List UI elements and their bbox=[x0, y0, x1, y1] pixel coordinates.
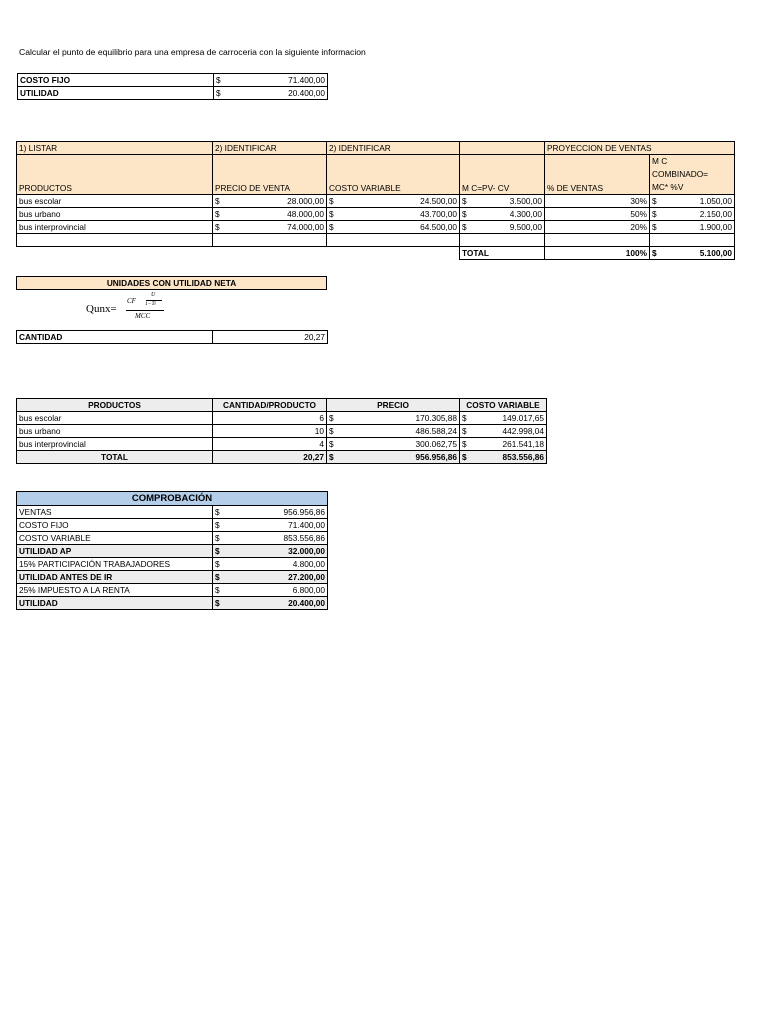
mc-value: 9.500,00 bbox=[509, 222, 542, 232]
subheader-precio: PRECIO DE VENTA bbox=[213, 155, 327, 195]
mc-line-2: COMBINADO= bbox=[652, 169, 709, 179]
check-value: 6.800,00 bbox=[292, 585, 326, 595]
price-value: 74.000,00 bbox=[287, 222, 324, 232]
table-row bbox=[17, 412, 547, 425]
cv-value: 261.541,18 bbox=[502, 439, 544, 449]
check-table bbox=[16, 491, 328, 610]
check-value-cell bbox=[213, 506, 328, 519]
check-row bbox=[17, 532, 328, 545]
units-header: UNIDADES CON UTILIDAD NETA bbox=[17, 277, 327, 290]
check-row bbox=[17, 545, 328, 558]
mcc-cell bbox=[650, 221, 735, 234]
cv-cell bbox=[460, 412, 547, 425]
input-value-cell bbox=[214, 74, 328, 87]
input-value-cell bbox=[214, 87, 328, 100]
total-cv-value: 853.556,86 bbox=[502, 452, 544, 462]
total-qty: 20,27 bbox=[213, 451, 327, 464]
empty-cell bbox=[545, 234, 650, 247]
currency-symbol: $ bbox=[652, 248, 657, 258]
inputs-table bbox=[17, 73, 328, 100]
currency-symbol: $ bbox=[652, 196, 657, 206]
currency-symbol: $ bbox=[215, 572, 220, 582]
currency-symbol: $ bbox=[329, 452, 334, 462]
check-value-cell bbox=[213, 597, 328, 610]
price-value: 28.000,00 bbox=[287, 196, 324, 206]
price-cell bbox=[327, 412, 460, 425]
input-label: COSTO FIJO bbox=[18, 74, 214, 87]
total-price-cell bbox=[327, 451, 460, 464]
units-header-table bbox=[16, 276, 327, 290]
check-value: 27.200,00 bbox=[288, 572, 326, 582]
total-label: TOTAL bbox=[17, 451, 213, 464]
header-identificar-2: 2) IDENTIFICAR bbox=[327, 142, 460, 155]
price-cell bbox=[213, 208, 327, 221]
check-value: 853.556,86 bbox=[283, 533, 326, 543]
main-subheader-row bbox=[17, 155, 735, 195]
formula-main-line bbox=[126, 310, 164, 311]
total-cv-cell bbox=[460, 451, 547, 464]
price-cell bbox=[213, 221, 327, 234]
qty-value: 6 bbox=[213, 412, 327, 425]
check-row bbox=[17, 519, 328, 532]
mc-cell bbox=[460, 195, 545, 208]
check-value-cell bbox=[213, 519, 328, 532]
table-row bbox=[17, 195, 735, 208]
cv-value: 64.500,00 bbox=[420, 222, 457, 232]
currency-symbol: $ bbox=[462, 426, 467, 436]
blank-cell bbox=[213, 247, 327, 260]
currency-symbol: $ bbox=[329, 222, 334, 232]
check-value: 956.956,86 bbox=[283, 507, 326, 517]
check-row bbox=[17, 597, 328, 610]
currency-symbol: $ bbox=[329, 196, 334, 206]
product-name: bus escolar bbox=[17, 195, 213, 208]
page-title: Calcular el punto de equilibrio para una empresa de carroceria con la siguiente informacion bbox=[19, 47, 366, 57]
table-row bbox=[17, 221, 735, 234]
header-proyeccion: PROYECCION DE VENTAS bbox=[545, 142, 735, 155]
check-row bbox=[17, 558, 328, 571]
mcc-value: 1.900,00 bbox=[699, 222, 732, 232]
check-label: VENTAS bbox=[17, 506, 213, 519]
cv-value: 149.017,65 bbox=[502, 413, 544, 423]
check-value-cell bbox=[213, 532, 328, 545]
total-price-value: 956.956,86 bbox=[415, 452, 457, 462]
cv-value: 442.998,04 bbox=[502, 426, 544, 436]
cv-cell bbox=[327, 195, 460, 208]
price-value: 486.588,24 bbox=[415, 426, 457, 436]
cantidad-value: 20,27 bbox=[213, 331, 328, 344]
products-header-row bbox=[17, 399, 547, 412]
currency-symbol: $ bbox=[462, 452, 467, 462]
check-value-cell bbox=[213, 545, 328, 558]
cantidad-label: CANTIDAD bbox=[17, 331, 213, 344]
pct-value: 30% bbox=[545, 195, 650, 208]
check-value: 20.400,00 bbox=[288, 598, 326, 608]
check-value-cell bbox=[213, 558, 328, 571]
cantidad-table bbox=[16, 330, 328, 344]
qty-value: 10 bbox=[213, 425, 327, 438]
currency-symbol: $ bbox=[462, 439, 467, 449]
currency-symbol: $ bbox=[329, 209, 334, 219]
currency-symbol: $ bbox=[652, 209, 657, 219]
currency-symbol: $ bbox=[215, 507, 220, 517]
currency-symbol: $ bbox=[215, 546, 220, 556]
check-label: COSTO VARIABLE bbox=[17, 532, 213, 545]
price-cell bbox=[213, 195, 327, 208]
input-row-costo-fijo bbox=[18, 74, 328, 87]
check-label: 15% PARTICIPACIÓN TRABAJADORES bbox=[17, 558, 213, 571]
empty-row bbox=[17, 234, 735, 247]
check-header: COMPROBACIÓN bbox=[17, 492, 328, 506]
currency-symbol: $ bbox=[329, 426, 334, 436]
check-value-cell bbox=[213, 584, 328, 597]
check-row bbox=[17, 584, 328, 597]
currency-symbol: $ bbox=[215, 209, 220, 219]
cv-value: 24.500,00 bbox=[420, 196, 457, 206]
subheader-mc-combinado bbox=[650, 155, 735, 195]
input-row-utilidad bbox=[18, 87, 328, 100]
total-label: TOTAL bbox=[460, 247, 545, 260]
mcc-cell bbox=[650, 208, 735, 221]
currency-symbol: $ bbox=[215, 585, 220, 595]
input-value: 71.400,00 bbox=[288, 75, 325, 85]
table-row bbox=[17, 425, 547, 438]
check-row bbox=[17, 506, 328, 519]
currency-symbol: $ bbox=[462, 209, 467, 219]
empty-cell bbox=[327, 234, 460, 247]
price-value: 48.000,00 bbox=[287, 209, 324, 219]
price-cell bbox=[327, 438, 460, 451]
input-label: UTILIDAD bbox=[18, 87, 214, 100]
mc-line-3: MC* %V bbox=[652, 182, 684, 192]
subheader-productos: PRODUCTOS bbox=[17, 155, 213, 195]
formula-ti: 1−Ti bbox=[145, 301, 156, 307]
header-productos: PRODUCTOS bbox=[17, 399, 213, 412]
subheader-costo-variable: COSTO VARIABLE bbox=[327, 155, 460, 195]
empty-cell bbox=[460, 234, 545, 247]
product-name: bus interprovincial bbox=[17, 221, 213, 234]
mcc-value: 2.150,00 bbox=[699, 209, 732, 219]
formula-mcc: MCC bbox=[135, 312, 151, 320]
header-listar: 1) LISTAR bbox=[17, 142, 213, 155]
currency-symbol: $ bbox=[462, 413, 467, 423]
product-name: bus escolar bbox=[17, 412, 213, 425]
mc-cell bbox=[460, 208, 545, 221]
pct-value: 20% bbox=[545, 221, 650, 234]
table-row bbox=[17, 438, 547, 451]
currency-symbol: $ bbox=[215, 222, 220, 232]
price-cell bbox=[327, 425, 460, 438]
check-value: 32.000,00 bbox=[288, 546, 326, 556]
currency-symbol: $ bbox=[215, 598, 220, 608]
products-table bbox=[16, 398, 547, 464]
cv-cell bbox=[327, 221, 460, 234]
currency-symbol: $ bbox=[215, 196, 220, 206]
currency-symbol: $ bbox=[216, 75, 221, 85]
formula-lhs: Qunx= bbox=[86, 303, 117, 315]
cv-cell bbox=[460, 425, 547, 438]
check-label: UTILIDAD AP bbox=[17, 545, 213, 558]
mc-value: 4.300,00 bbox=[509, 209, 542, 219]
total-mcc-cell bbox=[650, 247, 735, 260]
formula-u: U bbox=[151, 292, 156, 298]
currency-symbol: $ bbox=[329, 413, 334, 423]
main-table bbox=[16, 141, 735, 260]
check-label: 25% IMPUESTO A LA RENTA bbox=[17, 584, 213, 597]
input-value: 20.400,00 bbox=[288, 88, 325, 98]
currency-symbol: $ bbox=[462, 222, 467, 232]
total-row bbox=[17, 451, 547, 464]
mcc-cell bbox=[650, 195, 735, 208]
mc-cell bbox=[460, 221, 545, 234]
currency-symbol: $ bbox=[216, 88, 221, 98]
cv-value: 43.700,00 bbox=[420, 209, 457, 219]
price-value: 300.062,75 bbox=[415, 439, 457, 449]
pct-value: 50% bbox=[545, 208, 650, 221]
cv-cell bbox=[327, 208, 460, 221]
subheader-pct-ventas: % DE VENTAS bbox=[545, 155, 650, 195]
table-row bbox=[17, 208, 735, 221]
subheader-mc: M C=PV- CV bbox=[460, 155, 545, 195]
qty-value: 4 bbox=[213, 438, 327, 451]
currency-symbol: $ bbox=[215, 559, 220, 569]
currency-symbol: $ bbox=[462, 196, 467, 206]
header-cantidad: CANTIDAD/PRODUCTO bbox=[213, 399, 327, 412]
header-empty bbox=[460, 142, 545, 155]
formula bbox=[86, 292, 176, 324]
product-name: bus interprovincial bbox=[17, 438, 213, 451]
header-precio: PRECIO bbox=[327, 399, 460, 412]
empty-cell bbox=[213, 234, 327, 247]
empty-cell bbox=[650, 234, 735, 247]
product-name: bus urbano bbox=[17, 208, 213, 221]
empty-cell bbox=[17, 234, 213, 247]
mc-value: 3.500,00 bbox=[509, 196, 542, 206]
mcc-value: 1.050,00 bbox=[699, 196, 732, 206]
formula-cf: CF bbox=[127, 297, 136, 305]
check-row bbox=[17, 571, 328, 584]
currency-symbol: $ bbox=[329, 439, 334, 449]
blank-cell bbox=[17, 247, 213, 260]
currency-symbol: $ bbox=[652, 222, 657, 232]
check-label: UTILIDAD bbox=[17, 597, 213, 610]
total-row bbox=[17, 247, 735, 260]
check-value-cell bbox=[213, 571, 328, 584]
currency-symbol: $ bbox=[215, 520, 220, 530]
price-value: 170.305,88 bbox=[415, 413, 457, 423]
check-value: 4.800,00 bbox=[292, 559, 326, 569]
total-mcc-value: 5.100,00 bbox=[699, 248, 732, 258]
check-value: 71.400,00 bbox=[288, 520, 326, 530]
total-pct: 100% bbox=[545, 247, 650, 260]
check-label: COSTO FIJO bbox=[17, 519, 213, 532]
check-label: UTILIDAD ANTES DE IR bbox=[17, 571, 213, 584]
main-header-row bbox=[17, 142, 735, 155]
blank-cell bbox=[327, 247, 460, 260]
header-costo-variable: COSTO VARIABLE bbox=[460, 399, 547, 412]
header-identificar-1: 2) IDENTIFICAR bbox=[213, 142, 327, 155]
cv-cell bbox=[460, 438, 547, 451]
mc-line-1: M C bbox=[652, 156, 668, 166]
currency-symbol: $ bbox=[215, 533, 220, 543]
product-name: bus urbano bbox=[17, 425, 213, 438]
